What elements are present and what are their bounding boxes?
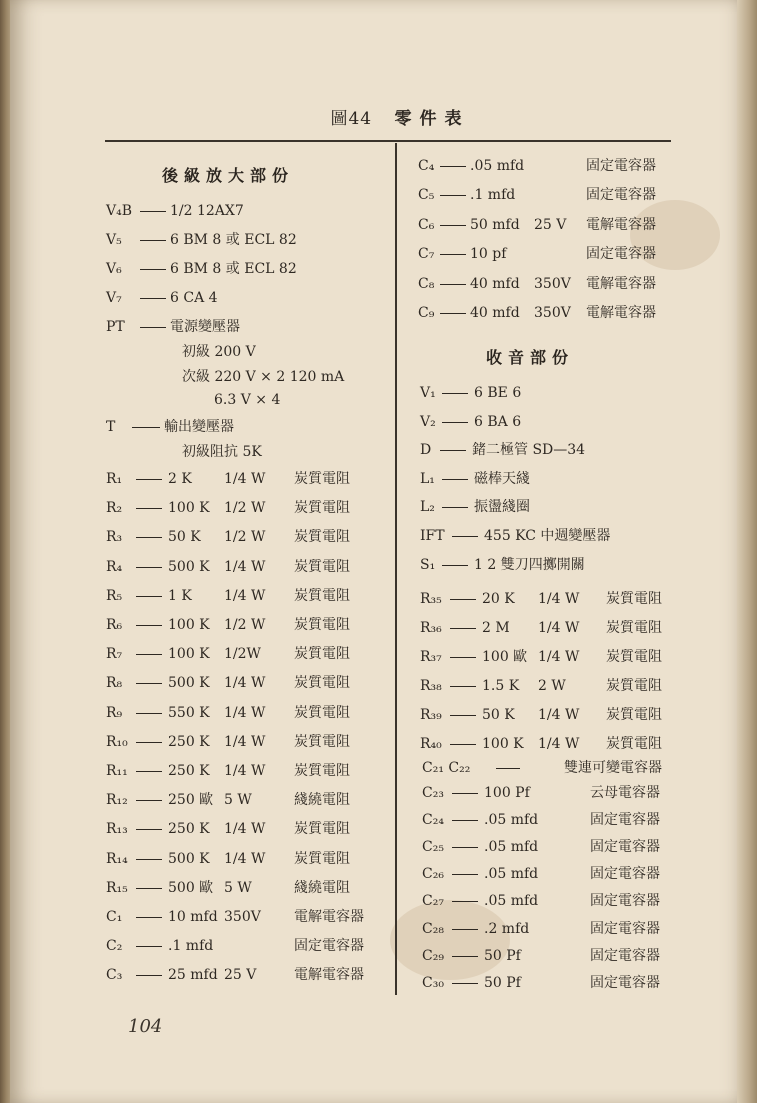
list-item	[420, 733, 670, 755]
part-ref: R₁₁	[106, 763, 128, 779]
dash-line	[452, 536, 478, 537]
part-value: 500 K	[168, 850, 210, 867]
list-item	[106, 468, 386, 490]
part-ref: R₄	[106, 558, 123, 575]
list-item	[422, 863, 672, 885]
part-rating: 1/4 W	[538, 736, 580, 752]
list-item	[106, 316, 386, 338]
dash-line	[452, 847, 478, 848]
transformer-spec: 初級阻抗 5K	[182, 444, 262, 460]
part-rating: 1/4 W	[224, 704, 266, 721]
dash-line	[450, 628, 476, 629]
part-value: 磁棒天綫	[474, 470, 530, 487]
part-value: 100 Pf	[484, 785, 530, 801]
part-description: 炭質電阻	[294, 587, 350, 604]
list-item	[420, 468, 670, 490]
dash-line	[442, 422, 468, 423]
list-item	[420, 588, 670, 610]
dash-line	[136, 975, 162, 976]
table-title	[250, 104, 550, 129]
part-ref: R₃	[106, 529, 123, 546]
dash-line	[450, 599, 476, 600]
list-item	[106, 200, 386, 222]
list-item	[106, 229, 386, 251]
part-value: 2 K	[168, 471, 192, 487]
dash-line	[440, 225, 466, 226]
part-value: 1.5 K	[482, 678, 520, 694]
part-value: 40 mfd	[470, 275, 520, 292]
dash-line	[440, 450, 466, 451]
part-value: 鍺二極管 SD—34	[472, 442, 586, 459]
dash-line	[136, 771, 162, 772]
part-ref: C₉	[418, 305, 435, 321]
list-item	[422, 836, 672, 858]
part-description: 炭質電阻	[294, 500, 350, 517]
part-rating: 1/4 W	[224, 587, 266, 604]
part-ref: V₄B	[106, 203, 133, 219]
part-ref: C₃	[106, 967, 123, 984]
part-ref: V₇	[106, 290, 122, 306]
dash-line	[440, 195, 466, 196]
part-value: 電源變壓器	[170, 319, 240, 335]
part-rating: 1/4 W	[224, 675, 266, 692]
part-ref: L₁	[420, 470, 435, 487]
list-item	[420, 704, 670, 726]
dash-line	[140, 211, 166, 212]
part-ref: C₂₇	[422, 893, 444, 910]
part-value: 1 K	[168, 587, 192, 604]
list-item	[106, 906, 386, 928]
part-rating: 1/4 W	[538, 620, 580, 636]
dash-line	[136, 683, 162, 684]
part-description: 炭質電阻	[294, 558, 350, 575]
part-description: 炭質電阻	[606, 707, 662, 723]
part-value: 振盪綫圈	[474, 499, 530, 516]
part-rating: 1/4 W	[224, 850, 266, 867]
transformer-spec: 6.3 V × 4	[214, 392, 281, 408]
list-item	[420, 617, 670, 639]
part-value: 455 KC 中週變壓器	[484, 528, 611, 544]
part-value: 1/2 12AX7	[170, 203, 244, 219]
part-value: 250 K	[168, 763, 210, 779]
list-item	[420, 646, 670, 668]
dash-line	[452, 793, 478, 794]
part-ref: R₃₆	[420, 620, 442, 636]
section-heading: 後級放大部份	[162, 166, 295, 185]
part-ref: R₁₀	[106, 733, 128, 750]
list-item	[106, 556, 386, 578]
list-item	[422, 918, 672, 940]
list-item	[418, 214, 668, 236]
dash-line	[136, 917, 162, 918]
dash-line	[440, 313, 466, 314]
part-rating: 1/2 W	[224, 617, 266, 633]
dash-line	[140, 327, 166, 328]
part-ref: R₈	[106, 675, 123, 692]
part-value: .1 mfd	[470, 187, 516, 204]
part-value: 500 歐	[168, 879, 214, 896]
dash-line	[450, 657, 476, 658]
part-value: 250 K	[168, 733, 210, 750]
dash-line	[442, 565, 468, 566]
part-value: 10 pf	[470, 246, 507, 263]
part-rating: 1/4 W	[538, 707, 580, 723]
part-rating: 1/4 W	[538, 591, 580, 607]
part-description: 云母電容器	[590, 785, 660, 801]
part-rating: 350V	[534, 275, 571, 292]
dash-line	[136, 567, 162, 568]
dash-line	[136, 742, 162, 743]
list-item	[422, 809, 672, 831]
part-value: 100 K	[168, 617, 210, 633]
list-item	[106, 672, 386, 694]
part-ref: PT	[106, 319, 125, 335]
part-value: 6 BM 8 或 ECL 82	[170, 261, 297, 277]
dash-line	[450, 744, 476, 745]
dash-line	[136, 800, 162, 801]
dash-line	[442, 479, 468, 480]
list-item	[422, 757, 672, 779]
part-rating: 1/4 W	[224, 471, 266, 487]
dash-line	[442, 393, 468, 394]
part-value: .05 mfd	[484, 866, 539, 883]
part-description: 電解電容器	[586, 305, 656, 321]
part-rating: 5 W	[224, 879, 252, 896]
part-ref: C₂	[106, 938, 123, 955]
part-description: 固定電容器	[590, 866, 660, 883]
part-ref: R₃₇	[420, 649, 442, 665]
part-rating: 1/2 W	[224, 529, 266, 546]
dash-line	[440, 284, 466, 285]
page-edge	[737, 0, 757, 1103]
part-description: 炭質電阻	[606, 620, 662, 636]
part-value: 25 mfd	[168, 967, 218, 984]
part-value: 50 Pf	[484, 974, 521, 991]
list-item	[422, 782, 672, 804]
list-item	[106, 497, 386, 519]
part-description: 固定電容器	[590, 812, 660, 829]
part-description: 炭質電阻	[294, 763, 350, 779]
dash-line	[450, 715, 476, 716]
part-value: 250 歐	[168, 792, 214, 809]
list-item	[106, 643, 386, 665]
part-ref: V₁	[420, 385, 436, 401]
part-value: 100 K	[168, 646, 210, 663]
column-divider	[395, 143, 397, 995]
part-description: 炭質電阻	[606, 678, 662, 694]
part-value: .05 mfd	[484, 839, 539, 856]
part-description: 固定電容器	[590, 947, 660, 964]
part-rating: 2 W	[538, 678, 566, 694]
part-description: 雙連可變電容器	[564, 760, 662, 776]
part-ref: R₃₅	[420, 591, 442, 607]
list-item	[418, 302, 668, 324]
part-ref: R₄₀	[420, 736, 442, 752]
part-ref: T	[106, 419, 116, 435]
part-ref: R₁	[106, 471, 123, 487]
list-item	[420, 525, 670, 547]
part-value: 100 歐	[482, 649, 528, 665]
part-description: 炭質電阻	[294, 471, 350, 487]
part-ref: C₄	[418, 158, 435, 174]
header-rule	[105, 140, 671, 142]
part-ref: R₃₈	[420, 678, 442, 694]
part-ref: C₈	[418, 275, 435, 292]
list-item	[106, 935, 386, 957]
part-value: 6 BM 8 或 ECL 82	[170, 232, 297, 248]
part-value: 50 Pf	[484, 947, 521, 964]
section-heading: 收音部份	[486, 348, 575, 367]
part-rating: 25 V	[224, 967, 257, 984]
dash-line	[136, 537, 162, 538]
figure-number: 圖44	[330, 109, 373, 129]
dash-line	[136, 829, 162, 830]
part-ref: R₁₅	[106, 879, 128, 896]
part-ref: C₇	[418, 246, 435, 263]
part-value: 50 K	[168, 529, 201, 546]
part-description: 固定電容器	[590, 974, 660, 991]
part-description: 綫繞電阻	[294, 792, 350, 809]
dash-line	[136, 625, 162, 626]
part-value: 6 CA 4	[170, 290, 218, 306]
part-description: 固定電容器	[586, 187, 656, 204]
dash-line	[136, 654, 162, 655]
part-rating: 1/2W	[224, 646, 261, 663]
part-value: .1 mfd	[168, 938, 214, 955]
dash-line	[452, 929, 478, 930]
part-description: 炭質電阻	[294, 617, 350, 633]
list-item	[422, 972, 672, 994]
part-value: .2 mfd	[484, 920, 530, 937]
dash-line	[136, 946, 162, 947]
part-value: 2 M	[482, 620, 510, 636]
part-value: 500 K	[168, 675, 210, 692]
list-item	[420, 411, 670, 433]
list-item	[106, 702, 386, 724]
dash-line	[452, 901, 478, 902]
list-item	[106, 526, 386, 548]
list-item	[106, 877, 386, 899]
part-rating: 350V	[224, 909, 261, 925]
part-value: 250 K	[168, 821, 210, 838]
part-description: 炭質電阻	[294, 821, 350, 838]
dash-line	[452, 956, 478, 957]
part-ref: C₂₉	[422, 947, 444, 964]
part-ref: C₂₅	[422, 839, 444, 856]
list-item	[422, 890, 672, 912]
part-value: 1 2 雙刀四擲開關	[474, 556, 585, 573]
part-description: 炭質電阻	[294, 675, 350, 692]
part-value: 100 K	[168, 500, 210, 517]
dash-line	[136, 479, 162, 480]
part-description: 電解電容器	[294, 967, 364, 984]
dash-line	[136, 508, 162, 509]
part-rating: 1/4 W	[224, 733, 266, 750]
table-label: 零件表	[394, 109, 470, 129]
part-description: 電解電容器	[586, 216, 656, 233]
dash-line	[136, 596, 162, 597]
dash-line	[136, 888, 162, 889]
part-description: 炭質電阻	[294, 704, 350, 721]
list-item	[420, 496, 670, 518]
dash-line	[452, 820, 478, 821]
list-item	[106, 614, 386, 636]
list-item	[106, 416, 386, 438]
list-item	[106, 964, 386, 986]
part-value: .05 mfd	[484, 893, 539, 910]
part-ref: C₁	[106, 909, 123, 925]
part-ref: V₆	[106, 261, 122, 277]
part-description: 固定電容器	[586, 246, 656, 263]
list-item	[106, 585, 386, 607]
part-description: 綫繞電阻	[294, 879, 350, 896]
part-value: 20 K	[482, 591, 515, 607]
list-item	[106, 818, 386, 840]
list-item	[420, 675, 670, 697]
list-item	[106, 731, 386, 753]
part-rating: 25 V	[534, 216, 567, 233]
dash-line	[440, 166, 466, 167]
part-rating: 350V	[534, 305, 571, 321]
part-value: 輸出變壓器	[164, 419, 234, 435]
list-item	[422, 945, 672, 967]
part-rating: 1/2 W	[224, 500, 266, 517]
part-ref: R₂	[106, 500, 123, 517]
part-ref: R₆	[106, 617, 123, 633]
part-value: 40 mfd	[470, 305, 520, 321]
list-item	[418, 184, 668, 206]
part-value: 6 BA 6	[474, 413, 522, 430]
part-description: 電解電容器	[586, 275, 656, 292]
part-description: 固定電容器	[294, 938, 364, 955]
dash-line	[450, 686, 476, 687]
list-item	[106, 760, 386, 782]
part-ref: V₂	[420, 413, 436, 430]
part-ref: C₂₃	[422, 785, 444, 801]
part-ref: C₂₁ C₂₂	[422, 760, 471, 776]
part-description: 炭質電阻	[294, 529, 350, 546]
part-ref: R₃₉	[420, 707, 442, 723]
dash-line	[442, 507, 468, 508]
part-value: 50 mfd	[470, 216, 520, 233]
part-ref: R₁₄	[106, 850, 128, 867]
part-description: 固定電容器	[590, 920, 660, 937]
transformer-spec: 初級 200 V	[182, 344, 256, 360]
dash-line	[452, 983, 478, 984]
part-ref: R₁₃	[106, 821, 128, 838]
dash-line	[440, 254, 466, 255]
part-description: 炭質電阻	[294, 733, 350, 750]
part-value: .05 mfd	[470, 158, 525, 174]
part-ref: D	[420, 442, 432, 459]
part-value: 10 mfd	[168, 909, 218, 925]
dash-line	[132, 427, 160, 428]
part-ref: R₁₂	[106, 792, 128, 809]
part-description: 電解電容器	[294, 909, 364, 925]
dash-line	[136, 859, 162, 860]
part-rating: 1/4 W	[224, 763, 266, 779]
list-item	[418, 273, 668, 295]
part-value: 100 K	[482, 736, 524, 752]
part-ref: S₁	[420, 556, 436, 573]
list-item	[420, 554, 670, 576]
dash-line	[140, 240, 166, 241]
dash-line	[452, 874, 478, 875]
part-ref: R₇	[106, 646, 123, 663]
part-ref: C₂₆	[422, 866, 444, 883]
list-item	[420, 439, 670, 461]
part-ref: C₆	[418, 216, 435, 233]
part-description: 炭質電阻	[606, 649, 662, 665]
dash-line	[140, 269, 166, 270]
part-description: 炭質電阻	[606, 736, 662, 752]
part-value: 6 BE 6	[474, 385, 522, 401]
part-rating: 1/4 W	[224, 558, 266, 575]
part-ref: C₂₄	[422, 812, 444, 829]
part-description: 炭質電阻	[294, 850, 350, 867]
part-ref: R₉	[106, 704, 123, 721]
part-value: .05 mfd	[484, 812, 539, 829]
list-item	[420, 382, 670, 404]
part-value: 500 K	[168, 558, 210, 575]
part-ref: C₅	[418, 187, 435, 204]
dash-line	[136, 713, 162, 714]
part-ref: C₂₈	[422, 920, 444, 937]
dash-line	[140, 298, 166, 299]
part-ref: R₅	[106, 587, 123, 604]
part-ref: C₃₀	[422, 974, 444, 991]
part-rating: 1/4 W	[224, 821, 266, 838]
list-item	[106, 789, 386, 811]
part-value: 550 K	[168, 704, 210, 721]
page-number: 104	[128, 1016, 163, 1037]
part-description: 炭質電阻	[294, 646, 350, 663]
part-ref: V₅	[106, 232, 122, 248]
list-item	[106, 848, 386, 870]
part-value: 50 K	[482, 707, 515, 723]
dash-line	[496, 768, 520, 769]
list-item	[106, 287, 386, 309]
part-description: 固定電容器	[586, 158, 656, 174]
part-rating: 1/4 W	[538, 649, 580, 665]
list-item	[418, 155, 668, 177]
transformer-spec: 次級 220 V × 2 120 mA	[182, 369, 345, 385]
list-item	[106, 258, 386, 280]
list-item	[418, 243, 668, 265]
part-description: 固定電容器	[590, 893, 660, 910]
part-rating: 5 W	[224, 792, 252, 809]
part-description: 炭質電阻	[606, 591, 662, 607]
part-ref: IFT	[420, 528, 445, 544]
part-description: 固定電容器	[590, 839, 660, 856]
part-ref: L₂	[420, 499, 435, 516]
